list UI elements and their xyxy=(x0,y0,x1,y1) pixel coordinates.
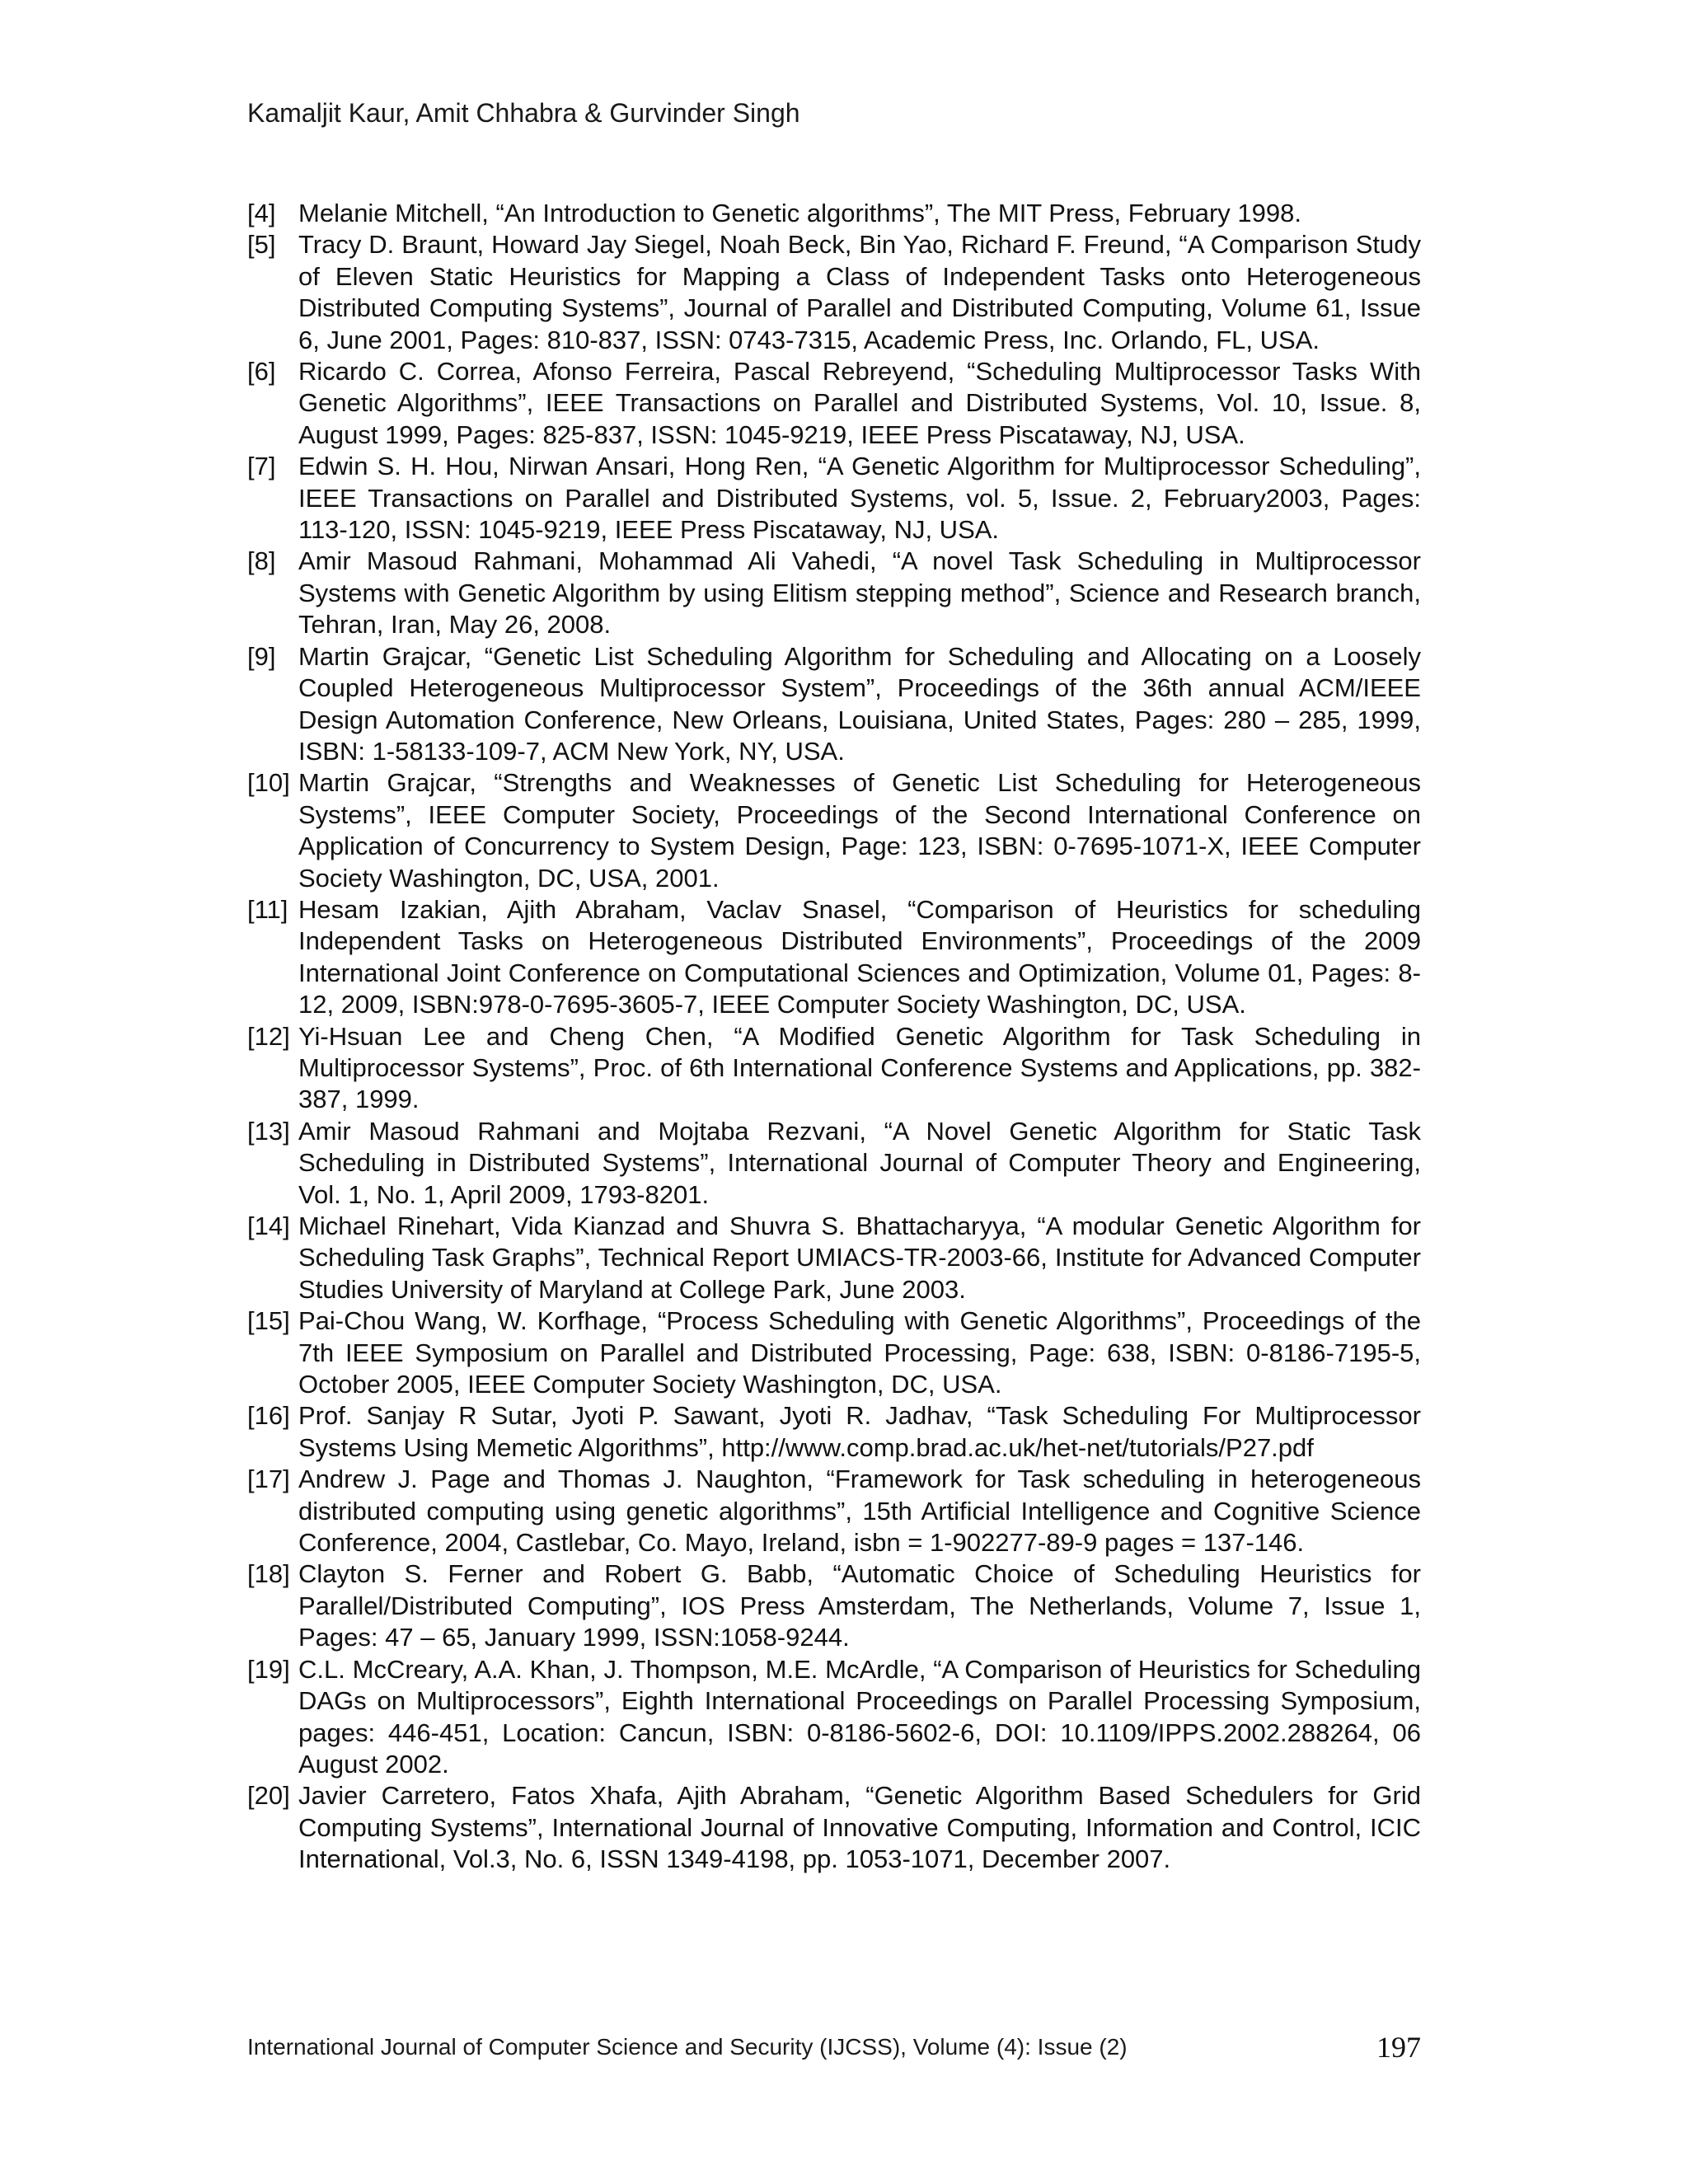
reference-number: [17] xyxy=(247,1465,290,1494)
reference-number: [10] xyxy=(247,768,290,798)
reference-text: Javier Carretero, Fatos Xhafa, Ajith Abraham, “Genetic Algorithm Based Schedulers for Grid Computing Systems”, International Journal of Innovative Computing, Information and Control, ICIC International, Vol.3, No. 6, ISSN 1349-4198, pp. 1053-1071, December 2007. xyxy=(298,1781,1421,1874)
reference-text: Pai-Chou Wang, W. Korfhage, “Process Scheduling with Genetic Algorithms”, Proceedings of the 7th IEEE Symposium on Parallel and Distributed Processing, Page: 638, ISBN: 0-8186-7195-5, October 2005, IEEE Computer Society Washington, DC, USA. xyxy=(298,1306,1421,1399)
reference-item xyxy=(247,1464,1421,1558)
page-number: 197 xyxy=(1376,2031,1421,2064)
reference-number: [16] xyxy=(247,1401,290,1431)
reference-item xyxy=(247,1021,1421,1116)
reference-number: [7] xyxy=(247,452,276,481)
reference-text: Tracy D. Braunt, Howard Jay Siegel, Noah Beck, Bin Yao, Richard F. Freund, “A Comparison Study of Eleven Static Heuristics for Mapping a Class of Independent Tasks onto Heterogeneous Distributed Computing Systems”, Journal of Parallel and Distributed Computing, Volume 61, Issue 6, June 2001, Pages: 810-837, ISSN: 0743-7315, Academic Press, Inc. Orlando, FL, USA. xyxy=(298,230,1421,354)
reference-number: [15] xyxy=(247,1306,290,1336)
reference-text: Amir Masoud Rahmani, Mohammad Ali Vahedi, “A novel Task Scheduling in Multiprocessor Systems with Genetic Algorithm by using Elitism stepping method”, Science and Research branch, Tehran, Iran, May 26, 2008. xyxy=(298,546,1421,640)
reference-text: Clayton S. Ferner and Robert G. Babb, “Automatic Choice of Scheduling Heuristics for Parallel/Distributed Computing”, IOS Press Amsterdam, The Netherlands, Volume 7, Issue 1, Pages: 47 – 65, January 1999, ISSN:1058-9244. xyxy=(298,1559,1421,1652)
reference-item xyxy=(247,1780,1421,1875)
page-footer xyxy=(247,2029,1421,2069)
reference-number: [13] xyxy=(247,1116,290,1146)
reference-item xyxy=(247,1654,1421,1781)
reference-item xyxy=(247,1116,1421,1211)
page-header-authors: Kamaljit Kaur, Amit Chhabra & Gurvinder Singh xyxy=(247,98,800,128)
reference-text: Edwin S. H. Hou, Nirwan Ansari, Hong Ren, “A Genetic Algorithm for Multiprocessor Scheduling”, IEEE Transactions on Parallel and Distributed Systems, vol. 5, Issue. 2, February2003, Pages: 113-120, ISSN: 1045-9219, IEEE Press Piscataway, NJ, USA. xyxy=(298,452,1421,545)
reference-number: [19] xyxy=(247,1654,290,1684)
reference-number: [5] xyxy=(247,230,276,260)
reference-item xyxy=(247,641,1421,768)
reference-item xyxy=(247,1211,1421,1305)
reference-number: [12] xyxy=(247,1021,290,1051)
reference-text: Melanie Mitchell, “An Introduction to Genetic algorithms”, The MIT Press, February 1998. xyxy=(298,199,1301,227)
reference-number: [6] xyxy=(247,357,276,387)
reference-text: Hesam Izakian, Ajith Abraham, Vaclav Snasel, “Comparison of Heuristics for scheduling Independent Tasks on Heterogeneous Distributed Environments”, Proceedings of the 2009 International Joint Conference on Computational Sciences and Optimization, Volume 01, Pages: 8-12, 2009, ISBN:978-0-7695-3605-7, IEEE Computer Society Washington, DC, USA. xyxy=(298,894,1421,1019)
reference-item xyxy=(247,451,1421,546)
reference-list xyxy=(247,198,1421,1876)
reference-text: Andrew J. Page and Thomas J. Naughton, “Framework for Task scheduling in heterogeneous distributed computing using genetic algorithms”, 15th Artificial Intelligence and Cognitive Science Conference, 2004, Castlebar, Co. Mayo, Ireland, isbn = 1-902277-89-9 pages = 137-146. xyxy=(298,1465,1421,1558)
reference-text: Michael Rinehart, Vida Kianzad and Shuvra S. Bhattacharyya, “A modular Genetic Algorithm for Scheduling Task Graphs”, Technical Report UMIACS-TR-2003-66, Institute for Advanced Computer Studies University of Maryland at College Park, June 2003. xyxy=(298,1212,1421,1304)
reference-text: Martin Grajcar, “Genetic List Scheduling Algorithm for Scheduling and Allocating on a Loosely Coupled Heterogeneous Multiprocessor System”, Proceedings of the 36th annual ACM/IEEE Design Automation Conference, New Orleans, Louisiana, United States, Pages: 280 – 285, 1999, ISBN: 1-58133-109-7, ACM New York, NY, USA. xyxy=(298,641,1421,766)
reference-text: Ricardo C. Correa, Afonso Ferreira, Pascal Rebreyend, “Scheduling Multiprocessor Tasks With Genetic Algorithms”, IEEE Transactions on Parallel and Distributed Systems, Vol. 10, Issue. 8, August 1999, Pages: 825-837, ISSN: 1045-9219, IEEE Press Piscataway, NJ, USA. xyxy=(298,357,1421,449)
reference-item xyxy=(247,894,1421,1021)
reference-item xyxy=(247,198,1421,229)
reference-number: [14] xyxy=(247,1212,290,1240)
reference-number: [20] xyxy=(247,1781,290,1811)
reference-number: [9] xyxy=(247,641,276,671)
reference-item xyxy=(247,1305,1421,1400)
reference-item xyxy=(247,356,1421,451)
reference-text: Amir Masoud Rahmani and Mojtaba Rezvani, “A Novel Genetic Algorithm for Static Task Scheduling in Distributed Systems”, International Journal of Computer Theory and Engineering, Vol. 1, No. 1, April 2009, 1793-8201. xyxy=(298,1116,1421,1209)
reference-text: Martin Grajcar, “Strengths and Weaknesses of Genetic List Scheduling for Heterogeneous Systems”, IEEE Computer Society, Proceedings of the Second International Conference on Application of Concurrency to System Design, Page: 123, ISBN: 0-7695-1071-X, IEEE Computer Society Washington, DC, USA, 2001. xyxy=(298,768,1421,893)
journal-citation: International Journal of Computer Science and Security (IJCSS), Volume (4): Issue (2) xyxy=(247,2034,1128,2060)
reference-number: [8] xyxy=(247,546,276,576)
reference-number: [18] xyxy=(247,1559,290,1589)
reference-number: [4] xyxy=(247,199,276,227)
reference-item xyxy=(247,229,1421,356)
reference-number: [11] xyxy=(247,894,288,924)
reference-item xyxy=(247,1400,1421,1464)
reference-text: Prof. Sanjay R Sutar, Jyoti P. Sawant, Jyoti R. Jadhav, “Task Scheduling For Multiprocessor Systems Using Memetic Algorithms”, http://www.comp.brad.ac.uk/het-net/tutorials/P27.pdf xyxy=(298,1401,1421,1462)
reference-text: C.L. McCreary, A.A. Khan, J. Thompson, M.E. McArdle, “A Comparison of Heuristics for Scheduling DAGs on Multiprocessors”, Eighth International Proceedings on Parallel Processing Symposium, pages: 446-451, Location: Cancun, ISBN: 0-8186-5602-6, DOI: 10.1109/IPPS.2002.288264, 06 August 2002. xyxy=(298,1654,1421,1779)
reference-text: Yi-Hsuan Lee and Cheng Chen, “A Modified Genetic Algorithm for Task Scheduling in Multiprocessor Systems”, Proc. of 6th International Conference Systems and Applications, pp. 382-387, 1999. xyxy=(298,1021,1421,1114)
reference-item xyxy=(247,1558,1421,1653)
reference-item xyxy=(247,546,1421,640)
reference-item xyxy=(247,767,1421,894)
